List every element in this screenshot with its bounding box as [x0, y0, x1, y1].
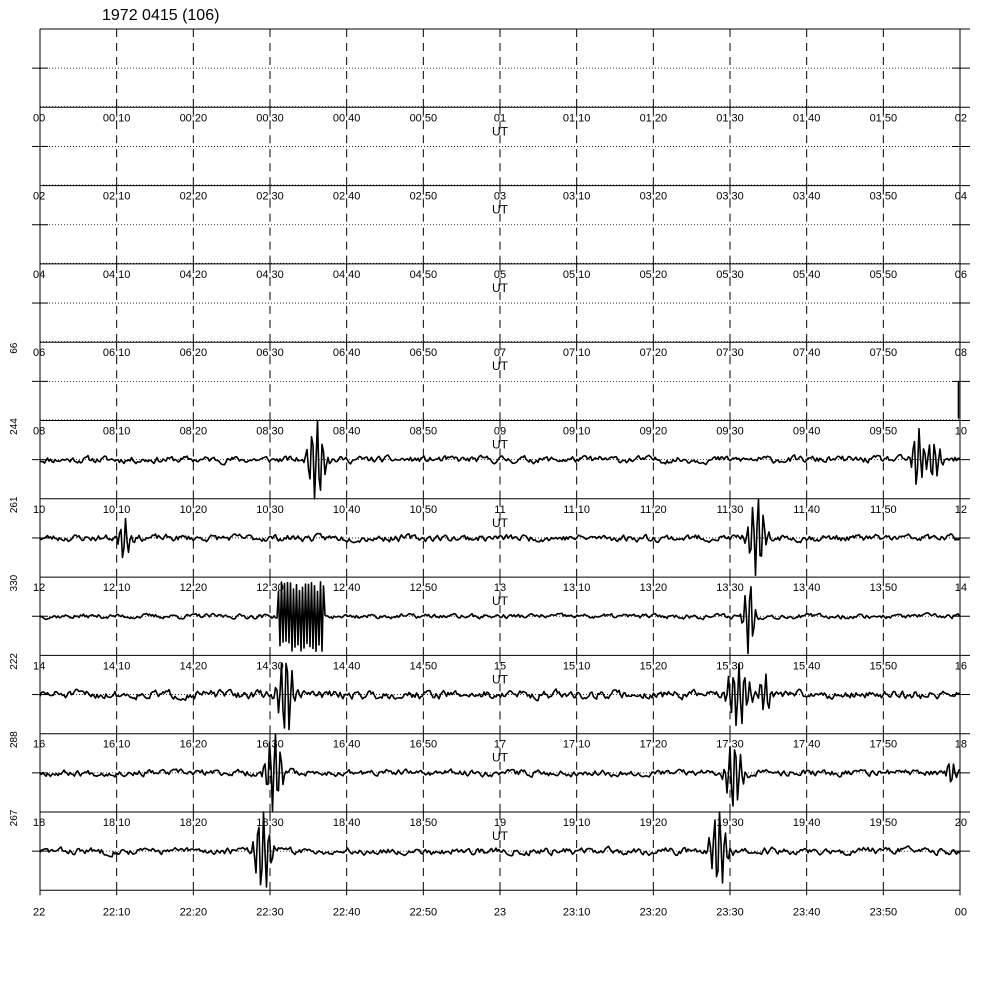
tick-label: 14 [954, 582, 967, 595]
tick-label: 19:50 [869, 817, 898, 829]
tick-label: 17 [493, 738, 507, 751]
tick-label: 03:50 [869, 190, 898, 203]
tick-label: 12:20 [179, 582, 208, 595]
tick-label: 04:20 [179, 268, 208, 281]
tick-label: 16:30 [256, 738, 284, 751]
tick-label: 11:50 [869, 503, 897, 516]
tick-label: 15 [493, 660, 507, 673]
tick-label: 10 [33, 503, 46, 516]
tick-label: 08:30 [256, 425, 284, 438]
panel-amplitude-label: 244 [9, 418, 20, 435]
tick-label: 15:40 [792, 660, 821, 673]
tick-label: 07:10 [562, 347, 591, 360]
tick-label: 16 [954, 660, 967, 673]
bottom-axis-tick-label: 23:50 [869, 906, 898, 919]
tick-label: 09:50 [869, 425, 898, 438]
tick-label: 05:50 [869, 268, 898, 281]
tick-label: 06:20 [179, 347, 208, 360]
tick-label: 05 [493, 268, 507, 281]
panel-1800 [9, 731, 970, 812]
tick-label: 14:30 [256, 660, 284, 673]
panel-2000 [9, 809, 970, 890]
tick-label: 10:20 [179, 503, 208, 516]
tick-label: 13:10 [562, 582, 591, 595]
bottom-axis-tick-label: 22:40 [332, 906, 361, 919]
tick-label: 00:50 [409, 112, 438, 125]
panel-amplitude-label: 267 [9, 809, 20, 827]
tick-label: 12 [33, 582, 46, 595]
tick-label: 06:40 [332, 347, 361, 360]
tick-label: 10:50 [409, 503, 438, 516]
tick-label: 18:50 [409, 817, 438, 829]
tick-label: 07 [493, 347, 507, 360]
tick-label: 01:30 [716, 112, 744, 125]
ut-axis-label: UT [492, 280, 508, 295]
tick-label: 00:30 [256, 112, 284, 125]
tick-label: 04 [33, 268, 46, 281]
tick-label: 19:10 [562, 817, 591, 829]
tick-label: 19:20 [639, 817, 668, 829]
tick-label: 06 [33, 347, 46, 360]
tick-label: 03 [493, 190, 507, 203]
tick-label: 16:10 [102, 738, 131, 751]
tick-label: 14:40 [332, 660, 361, 673]
ut-axis-label: UT [492, 202, 508, 217]
tick-label: 12:40 [332, 582, 361, 595]
tick-label: 03:40 [792, 190, 821, 203]
tick-label: 19:40 [792, 817, 821, 829]
tick-label: 07:40 [792, 347, 821, 360]
tick-label: 08 [954, 347, 967, 360]
tick-label: 05:10 [562, 268, 591, 281]
tick-label: 14 [33, 660, 46, 673]
tick-label: 17:10 [562, 738, 591, 751]
tick-label: 14:10 [102, 660, 131, 673]
tick-label: 13:20 [639, 582, 668, 595]
tick-label: 06:50 [409, 347, 438, 360]
tick-label: 08:40 [332, 425, 361, 438]
tick-label: 05:30 [716, 268, 744, 281]
tick-label: 18:10 [102, 817, 131, 829]
tick-label: 10:30 [256, 503, 284, 516]
bottom-axis-tick-label: 23 [493, 906, 507, 919]
tick-label: 02:10 [102, 190, 131, 203]
tick-label: 18 [954, 738, 967, 751]
tick-label: 13:40 [792, 582, 821, 595]
ut-axis-label: UT [492, 594, 508, 609]
tick-label: 13:30 [716, 582, 744, 595]
tick-label: 09:40 [792, 425, 821, 438]
tick-label: 03:10 [562, 190, 591, 203]
tick-label: 06 [954, 268, 967, 281]
tick-label: 08:50 [409, 425, 438, 438]
tick-label: 15:50 [869, 660, 898, 673]
panel-stack [9, 29, 970, 918]
tick-label: 10:10 [102, 503, 131, 516]
tick-label: 03:20 [639, 190, 668, 203]
tick-label: 04 [954, 190, 967, 203]
tick-label: 04:30 [256, 268, 284, 281]
tick-label: 16:40 [332, 738, 361, 751]
tick-label: 17:50 [869, 738, 898, 751]
tick-label: 17:40 [792, 738, 821, 751]
bottom-axis-tick-label: 23:40 [792, 906, 821, 919]
tick-label: 18:30 [256, 817, 284, 829]
tick-label: 11:30 [716, 503, 744, 516]
panel-0800 [9, 342, 970, 420]
tick-label: 05:40 [792, 268, 821, 281]
ut-axis-label: UT [492, 750, 508, 765]
tick-label: 06:30 [256, 347, 284, 360]
tick-label: 04:40 [332, 268, 361, 281]
ut-axis-label: UT [492, 437, 508, 452]
tick-label: 01:40 [792, 112, 821, 125]
tick-label: 11 [494, 503, 506, 516]
bottom-axis-tick-label: 22:20 [179, 906, 208, 919]
bottom-axis-tick-label: 22:30 [256, 906, 284, 919]
tick-label: 17:20 [639, 738, 668, 751]
bottom-axis-tick-label: 23:30 [716, 906, 744, 919]
tick-label: 04:50 [409, 268, 438, 281]
tick-label: 00:40 [332, 112, 361, 125]
tick-label: 12 [954, 503, 967, 516]
ut-axis-label: UT [492, 515, 508, 530]
tick-label: 16:50 [409, 738, 438, 751]
tick-label: 13 [493, 582, 507, 595]
tick-label: 16 [33, 738, 46, 751]
tick-label: 02:40 [332, 190, 361, 203]
tick-label: 02:30 [256, 190, 284, 203]
tick-label: 02 [33, 190, 46, 203]
tick-label: 18:20 [179, 817, 208, 829]
panel-0000 [32, 29, 970, 107]
tick-label: 05:20 [639, 268, 668, 281]
ut-axis-label: UT [492, 124, 508, 139]
tick-label: 09:20 [639, 425, 668, 438]
tick-label: 07:20 [639, 347, 668, 360]
panel-amplitude-label: 330 [9, 574, 20, 592]
tick-label: 07:50 [869, 347, 898, 360]
panel-amplitude-label: 66 [9, 342, 20, 354]
ut-axis-label: UT [492, 672, 508, 687]
tick-label: 10 [954, 425, 967, 438]
tick-label: 19:30 [716, 817, 744, 829]
ut-axis-label: UT [492, 359, 508, 374]
panel-amplitude-label: 288 [9, 731, 20, 749]
tick-label: 01:10 [562, 112, 591, 125]
tick-label: 02:20 [179, 190, 208, 203]
tick-label: 04:10 [102, 268, 131, 281]
panel-1200 [9, 496, 970, 577]
tick-label: 00:10 [102, 112, 131, 125]
tick-label: 15:20 [639, 660, 668, 673]
tick-label: 11:40 [793, 503, 821, 516]
tick-label: 01:50 [869, 112, 898, 125]
tick-label: 16:20 [179, 738, 208, 751]
tick-label: 18 [33, 817, 46, 829]
panel-amplitude-label: 222 [9, 653, 20, 670]
tick-label: 00:20 [179, 112, 208, 125]
tick-label: 09:10 [562, 425, 591, 438]
panel-1600 [9, 653, 970, 734]
panel-amplitude-label: 261 [9, 496, 20, 514]
bottom-axis-tick-label: 00 [954, 906, 967, 919]
tick-label: 17:30 [716, 738, 744, 751]
tick-label: 07:30 [716, 347, 744, 360]
tick-label: 08:20 [179, 425, 208, 438]
tick-label: 14:50 [409, 660, 438, 673]
tick-label: 01:20 [639, 112, 668, 125]
tick-label: 01 [493, 112, 507, 125]
tick-label: 06:10 [102, 347, 131, 360]
chart-title: 1972 0415 (106) [102, 7, 220, 24]
bottom-axis-tick-label: 23:10 [562, 906, 591, 919]
tick-label: 11:10 [563, 503, 591, 516]
tick-label: 18:40 [332, 817, 361, 829]
tick-label: 11:20 [639, 503, 667, 516]
tick-label: 12:30 [256, 582, 284, 595]
tick-label: 15:30 [716, 660, 744, 673]
tick-label: 02 [954, 112, 967, 125]
tick-label: 12:50 [409, 582, 438, 595]
tick-label: 14:20 [179, 660, 208, 673]
ut-axis-label: UT [492, 829, 508, 843]
tick-label: 08 [33, 425, 46, 438]
bottom-axis-tick-label: 22 [33, 906, 46, 919]
tick-label: 00 [33, 112, 46, 125]
tick-label: 12:10 [102, 582, 131, 595]
tick-label: 13:50 [869, 582, 898, 595]
panel-1000 [9, 418, 970, 499]
tick-label: 09:30 [716, 425, 744, 438]
tick-label: 10:40 [332, 503, 361, 516]
tick-label: 08:10 [102, 425, 131, 438]
tick-label: 19 [493, 817, 507, 829]
tick-label: 03:30 [716, 190, 744, 203]
tick-label: 20 [954, 817, 967, 829]
bottom-axis-tick-label: 23:20 [639, 906, 668, 919]
panel-1400 [9, 574, 970, 655]
bottom-axis-tick-label: 22:10 [102, 906, 131, 919]
bottom-axis-tick-label: 22:50 [409, 906, 438, 919]
tick-label: 15:10 [562, 660, 591, 673]
tick-label: 02:50 [409, 190, 438, 203]
tick-label: 09 [493, 425, 507, 438]
